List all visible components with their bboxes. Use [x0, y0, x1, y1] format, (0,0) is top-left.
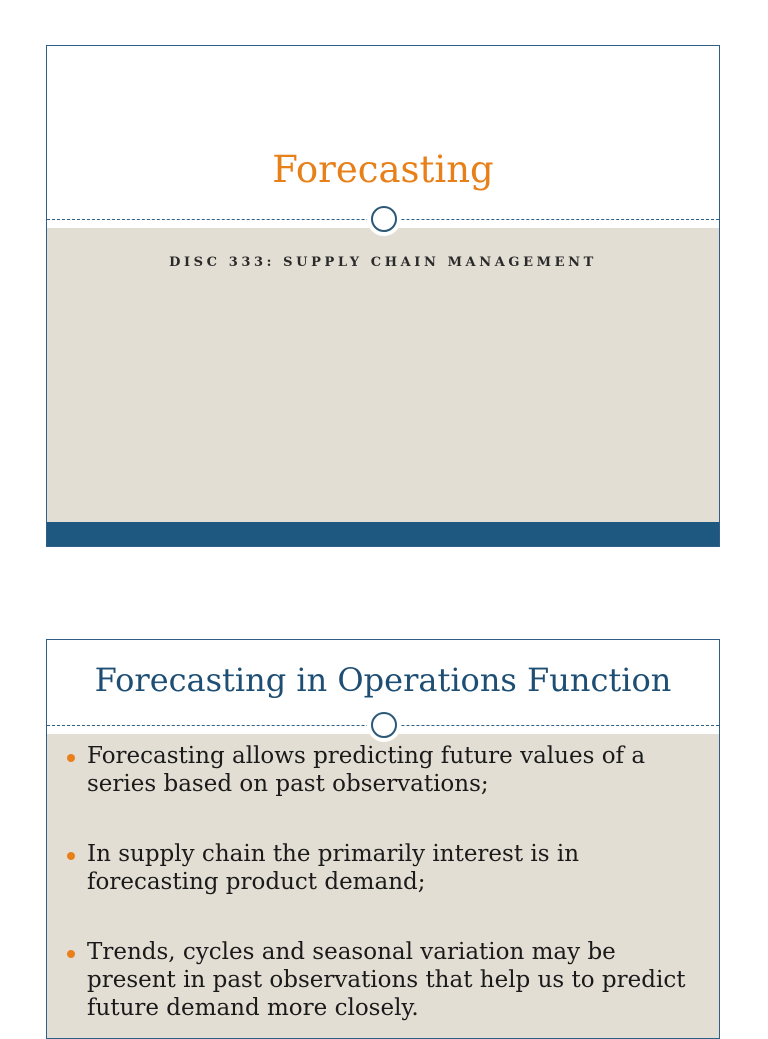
footer-bar	[47, 522, 719, 546]
title-panel	[47, 46, 719, 228]
content-slide	[46, 639, 720, 1039]
circle-ornament-icon	[367, 708, 401, 742]
slide-title: Forecasting in Operations Function	[94, 661, 672, 699]
title-slide	[46, 45, 720, 547]
circle-ornament-icon	[367, 202, 401, 236]
bullet-item	[67, 938, 703, 1022]
bullet-text: Trends, cycles and seasonal variation may be present in past observations that help us to predict future demand more closely.	[87, 939, 686, 1021]
bullet-dot-icon	[67, 950, 75, 958]
bullet-item	[67, 840, 703, 896]
bullet-item	[67, 742, 703, 798]
bullet-text: In supply chain the primarily interest is in forecasting product demand;	[87, 841, 580, 895]
bullet-list	[67, 742, 703, 1039]
bullet-dot-icon	[67, 754, 75, 762]
bullet-text: Forecasting allows predicting future values of a series based on past observations;	[87, 743, 646, 797]
slide-subtitle: DISC 333: SUPPLY CHAIN MANAGEMENT	[169, 255, 597, 270]
bullet-dot-icon	[67, 852, 75, 860]
slide-title: Forecasting	[272, 148, 494, 191]
